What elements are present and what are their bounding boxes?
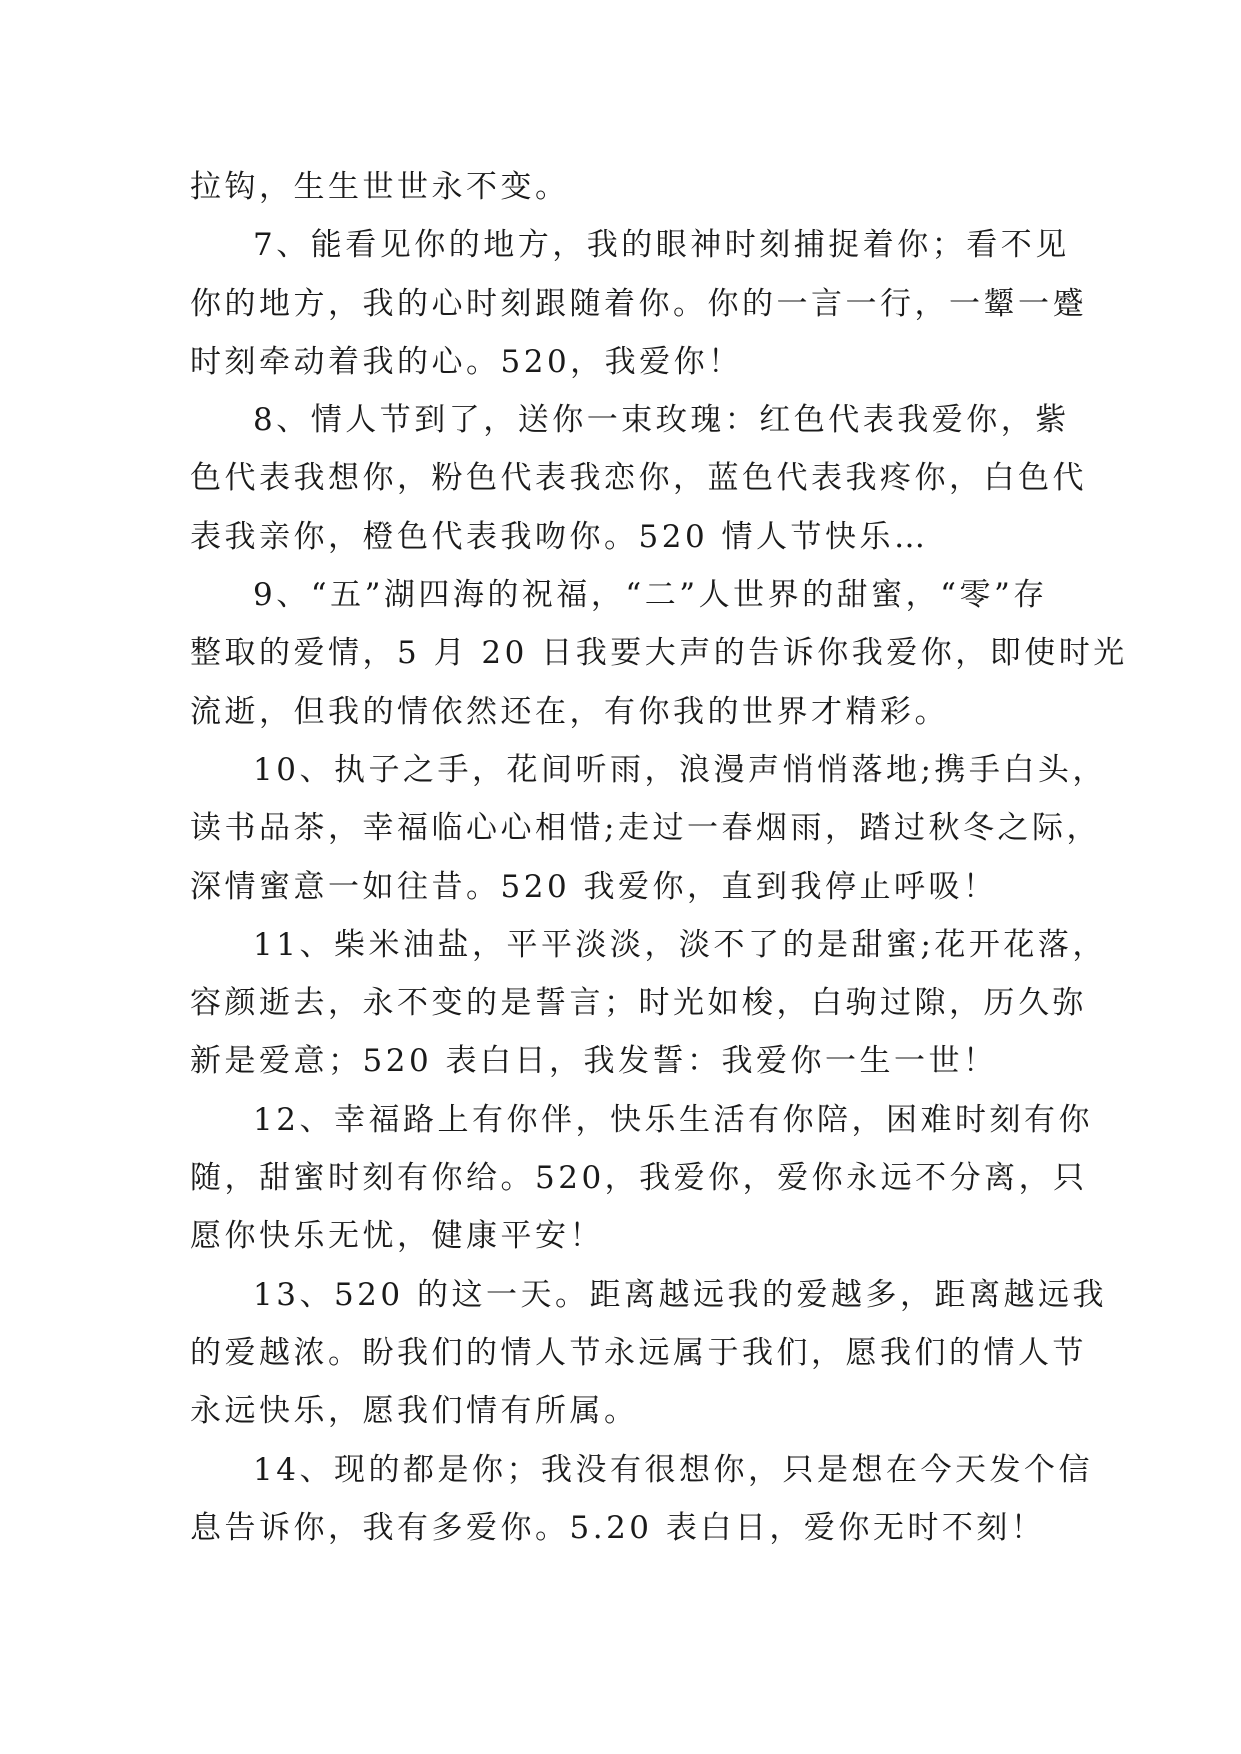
text-line: 9、“五”湖四海的祝福，“二”人世界的甜蜜，“零”存 — [253, 577, 1048, 614]
text-line: 13、520 的这一天。距离越远我的爱越多，距离越远我 — [253, 1276, 1107, 1313]
document-body — [190, 158, 1128, 1557]
text-line: 流逝，但我的情依然还在，有你我的世界才精彩。 — [190, 693, 949, 730]
text-line: 的爱越浓。盼我们的情人节永远属于我们，愿我们的情人节 — [190, 1334, 1087, 1371]
text-line: 8、情人节到了，送你一束玫瑰：红色代表我爱你，紫 — [253, 402, 1070, 439]
text-line: 表我亲你，橙色代表我吻你。520 情人节快乐… — [190, 518, 929, 555]
text-line: 7、能看见你的地方，我的眼神时刻捕捉着你；看不见 — [253, 227, 1070, 264]
text-line: 整取的爱情，5 月 20 日我要大声的告诉你我爱你，即使时光 — [190, 635, 1128, 672]
text-line: 10、执子之手，花间听雨，浪漫声悄悄落地;携手白头， — [253, 751, 1107, 788]
text-line: 息告诉你，我有多爱你。5.20 表白日，爱你无时不刻！ — [190, 1509, 1046, 1546]
text-line: 11、柴米油盐，平平淡淡，淡不了的是甜蜜;花开花落， — [253, 926, 1107, 963]
text-line: 色代表我想你，粉色代表我恋你，蓝色代表我疼你，白色代 — [190, 460, 1087, 497]
text-line: 14、现的都是你；我没有很想你，只是想在今天发个信 — [253, 1451, 1093, 1488]
text-line: 12、幸福路上有你伴，快乐生活有你陪，困难时刻有你 — [253, 1101, 1093, 1138]
text-line: 新是爱意；520 表白日，我发誓：我爱你一生一世！ — [190, 1043, 998, 1080]
text-line: 时刻牵动着我的心。520，我爱你！ — [190, 343, 743, 380]
text-line: 你的地方，我的心时刻跟随着你。你的一言一行，一颦一蹙 — [190, 285, 1087, 322]
text-line: 随，甜蜜时刻有你给。520，我爱你，爱你永远不分离，只 — [190, 1160, 1088, 1197]
text-line: 读书品茶，幸福临心心相惜;走过一春烟雨，踏过秋冬之际， — [190, 810, 1101, 847]
text-line: 深情蜜意一如往昔。520 我爱你，直到我停止呼吸！ — [190, 868, 998, 905]
text-line: 容颜逝去，永不变的是誓言；时光如梭，白驹过隙，历久弥 — [190, 985, 1087, 1022]
text-line: 拉钩，生生世世永不变。 — [190, 169, 570, 205]
text-line: 永远快乐，愿我们情有所属。 — [190, 1393, 639, 1430]
text-line: 愿你快乐无忧，健康平安！ — [190, 1218, 604, 1255]
